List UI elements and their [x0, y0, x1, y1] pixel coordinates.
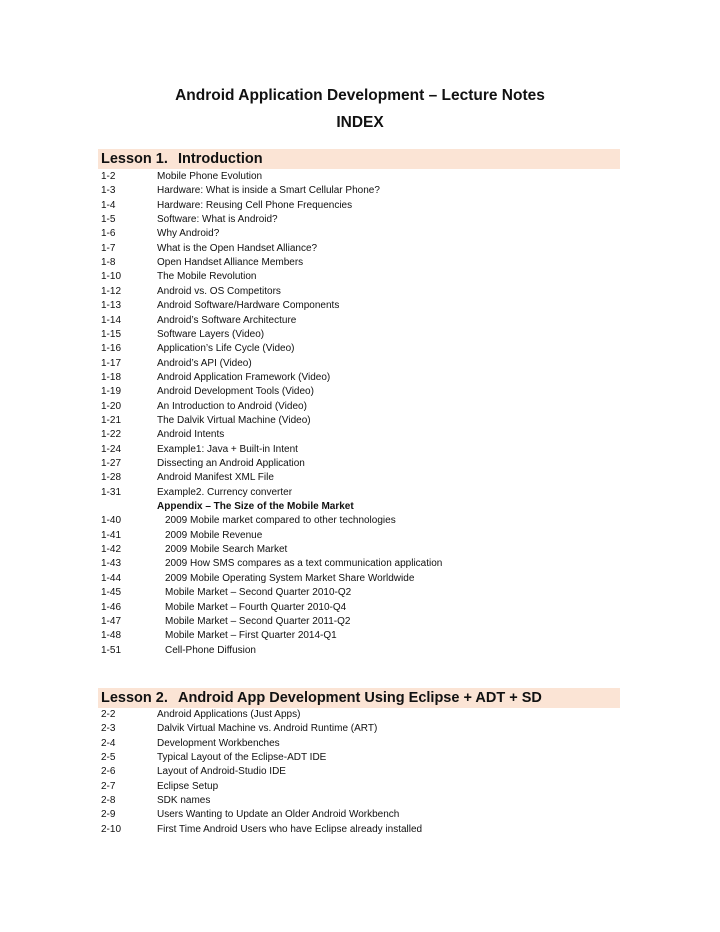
entry-title: The Mobile Revolution	[157, 271, 257, 283]
entry-title: Software Layers (Video)	[157, 328, 265, 340]
entry-title: Mobile Market – Fourth Quarter 2010-Q4	[165, 601, 347, 613]
page-number: 1-27	[101, 458, 122, 469]
entry-title: What is the Open Handset Alliance?	[157, 242, 318, 254]
entry-title: 2009 Mobile market compared to other technologies	[165, 515, 396, 527]
page-number: 1-5	[101, 214, 116, 226]
page-number: 2-5	[101, 752, 116, 764]
page-number: 1-19	[101, 386, 122, 398]
entry-title: Hardware: Reusing Cell Phone Frequencies	[157, 199, 353, 211]
entry-title: Android’s API (Video)	[157, 357, 252, 369]
entry-title: Mobile Market – First Quarter 2014-Q1	[165, 630, 337, 642]
entry-title: Android vs. OS Competitors	[157, 285, 281, 297]
entry-title: 2009 How SMS compares as a text communication application	[165, 558, 443, 570]
entry-title: Android Applications (Just Apps)	[157, 709, 301, 720]
page-number: 1-12	[101, 285, 122, 297]
entry-title: Mobile Market – Second Quarter 2011-Q2	[165, 615, 351, 627]
page-number: 1-22	[101, 429, 122, 441]
page-number: 1-3	[101, 185, 116, 197]
page-number: 1-42	[101, 544, 122, 556]
entry-title: First Time Android Users who have Eclipse already installed	[157, 823, 423, 835]
entry-title: Typical Layout of the Eclipse-ADT IDE	[157, 752, 327, 764]
entry-title: Open Handset Alliance Members	[157, 257, 304, 269]
page-number: 2-10	[101, 823, 122, 835]
page-number: 1-21	[101, 414, 122, 426]
entry-title: 2009 Mobile Operating System Market Share Worldwide	[165, 572, 415, 584]
page-number: 1-48	[101, 630, 122, 642]
entry-title: 2009 Mobile Search Market	[165, 544, 288, 556]
entry-title: Mobile Phone Evolution	[157, 171, 263, 182]
entry-title: Android Manifest XML File	[157, 472, 274, 484]
entry-title: Development Workbenches	[157, 737, 280, 749]
page-number: 1-4	[101, 199, 116, 211]
page-number: 1-16	[101, 343, 122, 355]
document-subtitle: INDEX	[336, 114, 384, 131]
entry-title: Dalvik Virtual Machine vs. Android Runtime (ART)	[157, 723, 378, 735]
lesson-number: Lesson 2.	[101, 690, 168, 706]
entry-title: Android’s Software Architecture	[157, 314, 297, 326]
page-number: 1-24	[101, 443, 122, 455]
entry-title: The Dalvik Virtual Machine (Video)	[157, 414, 311, 426]
lesson-2-header	[98, 688, 620, 708]
entry-title: Appendix – The Size of the Mobile Market	[157, 501, 354, 513]
page-number: 1-20	[101, 400, 122, 412]
page-number: 1-15	[101, 328, 122, 340]
entry-title: Why Android?	[157, 228, 220, 240]
entry-title: Software: What is Android?	[157, 214, 278, 226]
page-number: 1-47	[101, 615, 122, 627]
entry-title: Cell-Phone Diffusion	[165, 644, 256, 656]
page-number: 1-10	[101, 271, 122, 283]
page-number: 1-18	[101, 371, 122, 383]
entry-title: Android Development Tools (Video)	[157, 386, 314, 398]
page-number: 1-41	[101, 529, 122, 541]
page-number: 2-6	[101, 766, 116, 778]
entry-title: 2009 Mobile Revenue	[165, 529, 263, 541]
page-number: 1-45	[101, 587, 122, 599]
entry-title: Example2. Currency converter	[157, 486, 293, 498]
page-number: 2-4	[101, 737, 116, 749]
page-number: 1-13	[101, 300, 122, 312]
page-number: 1-14	[101, 314, 122, 326]
lesson-number: Lesson 1.	[101, 151, 168, 167]
entry-title: Eclipse Setup	[157, 780, 219, 792]
page-number: 1-51	[101, 644, 122, 656]
lesson-title: Introduction	[178, 151, 263, 167]
page-number: 1-2	[101, 171, 116, 182]
page-number: 2-2	[101, 709, 116, 720]
entry-title: Layout of Android-Studio IDE	[157, 766, 286, 778]
entry-title: Example1: Java + Built-in Intent	[157, 443, 298, 455]
page-number: 1-31	[101, 486, 122, 498]
page-number: 1-43	[101, 558, 122, 570]
page-number: 1-6	[101, 228, 116, 240]
page-number: 2-7	[101, 780, 116, 792]
page-number: 1-7	[101, 242, 116, 254]
entry-title: Android Intents	[157, 429, 225, 441]
page-number: 1-44	[101, 572, 122, 584]
entry-title: SDK names	[157, 795, 211, 807]
page-number: 2-8	[101, 795, 116, 807]
entry-title: Mobile Market – Second Quarter 2010-Q2	[165, 587, 352, 599]
entry-title: Application’s Life Cycle (Video)	[157, 343, 295, 355]
page-number: 2-3	[101, 723, 116, 735]
page-number: 2-9	[101, 809, 116, 821]
entry-title: Dissecting an Android Application	[157, 458, 305, 469]
lesson-title: Android App Development Using Eclipse + ADT + SD	[178, 690, 542, 706]
page-number: 1-8	[101, 257, 116, 269]
page-number: 1-40	[101, 515, 122, 527]
entry-title: Android Application Framework (Video)	[157, 371, 331, 383]
page-number: 1-46	[101, 601, 122, 613]
entry-title: Users Wanting to Update an Older Android Workbench	[157, 809, 400, 821]
document-title: Android Application Development – Lecture Notes	[175, 87, 545, 104]
lesson-1-header	[98, 149, 620, 169]
page-number: 1-28	[101, 472, 122, 484]
entry-title: Android Software/Hardware Components	[157, 300, 340, 312]
page-number: 1-17	[101, 357, 122, 369]
entry-title: An Introduction to Android (Video)	[157, 400, 307, 412]
entry-title: Hardware: What is inside a Smart Cellular Phone?	[157, 185, 380, 197]
